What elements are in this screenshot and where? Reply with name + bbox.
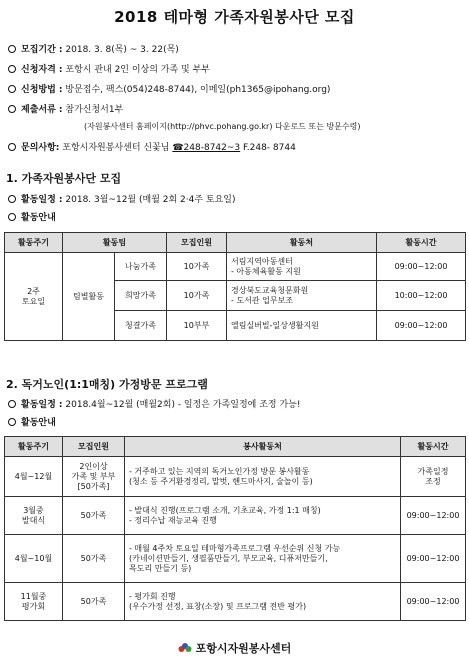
section2-heading: 2. 독거노인(1:1매칭) 가정방문 프로그램 <box>6 378 208 391</box>
time-cell: 가족일정 조정 <box>401 457 466 497</box>
table-row <box>5 497 466 535</box>
section2-guide: 활동안내 <box>8 415 56 428</box>
time-cell: 09:00~12:00 <box>377 253 466 281</box>
place-cell: 서림지역아동센터 - 아동체육활동 지원 <box>227 253 377 281</box>
info-period: 모집기간 : 2018. 3. 8(목) ~ 3. 22(목) <box>8 42 179 55</box>
team-cell: 희망가족 <box>115 281 167 311</box>
info-documents: 제출서류 : 참가신청서1부 <box>8 102 123 115</box>
table-row <box>5 535 466 583</box>
section1-schedule: 활동일정 : 2018. 3월~12월 (매월 2회 2·4주 토요일) <box>8 192 236 205</box>
info-method: 신청방법 : 방문접수, 팩스(054)248-8744), 이메일(ph1365@ipohang.org) <box>8 82 330 95</box>
bullet-circle-icon <box>8 143 16 151</box>
info-documents-note: (자원봉사센터 홈페이지(http://phvc.pohang.go.kr) 다운로드 또는 방문수령) <box>84 122 361 131</box>
header-cell: 활동시간 <box>377 233 466 253</box>
cycle-cell: 4월~10월 <box>5 535 63 583</box>
footer-logo <box>0 640 469 656</box>
section2-schedule: 활동일정 : 2018.4월~12월 (매월2회) - 일정은 가족일정에 조정 가능! <box>8 397 300 410</box>
count-cell: 50가족 <box>63 535 125 583</box>
time-cell: 09:00~12:00 <box>401 497 466 535</box>
page-title: 2018 테마형 가족자원봉사단 모집 <box>114 8 355 26</box>
cycle-cell: 2주 토요일 <box>5 253 63 341</box>
count-cell: 2인이상 가족 및 부부 [50가족] <box>63 457 125 497</box>
bullet-circle-icon <box>8 85 16 93</box>
info-contact: 문의사항: 포항시자원봉사센터 신꽃님 ☎248-8742~3 F.248- 8744 <box>8 140 296 153</box>
time-cell: 09:00~12:00 <box>401 535 466 583</box>
cycle-cell: 11월중 평가회 <box>5 583 63 621</box>
count-cell: 50가족 <box>63 497 125 535</box>
time-cell: 10:00~12:00 <box>377 281 466 311</box>
cycle-cell: 4월~12월 <box>5 457 63 497</box>
table-row <box>5 457 466 497</box>
header-cell: 활동팀 <box>63 233 167 253</box>
activity-cell: - 매월 4주차 토요일 테마형가족프로그램 우선순위 신청 가능 (카네이션만들기, 생필품만들기, 부모교육, 디퓨저만들기, 목도리 만들기 등) <box>125 535 401 583</box>
team-group-cell: 팀별활동 <box>63 253 115 341</box>
bullet-circle-icon <box>8 45 16 53</box>
header-cell: 활동시간 <box>401 437 466 457</box>
activity-cell: - 평가회 진행 (우수가정 선정, 표창(소장) 및 프로그램 전반 평가) <box>125 583 401 621</box>
time-cell: 09:00~12:00 <box>401 583 466 621</box>
cycle-cell: 3월중 발대식 <box>5 497 63 535</box>
header-cell: 활동주기 <box>5 437 63 457</box>
bullet-circle-icon <box>8 418 16 426</box>
bullet-circle-icon <box>8 65 16 73</box>
header-cell: 모집인원 <box>167 233 227 253</box>
team-cell: 청결가족 <box>115 311 167 341</box>
bullet-circle-icon <box>8 195 16 203</box>
bullet-circle-icon <box>8 105 16 113</box>
count-cell: 50가족 <box>63 583 125 621</box>
time-cell: 09:00~12:00 <box>377 311 466 341</box>
header-cell: 봉사활동처 <box>125 437 401 457</box>
place-cell: 엘림실버빌-일상생활지원 <box>227 311 377 341</box>
org-logo-icon <box>178 642 192 654</box>
info-qualification: 신청자격 : 포항시 관내 2인 이상의 가족 및 부부 <box>8 62 210 75</box>
activity-cell: - 발대식 진행(프로그램 소개, 기초교육, 가정 1:1 매칭) - 정리수납 재능교육 진행 <box>125 497 401 535</box>
footer-org-name: 포항시자원봉사센터 <box>195 642 292 655</box>
count-cell: 10가족 <box>167 281 227 311</box>
table-row <box>5 253 466 281</box>
section1-heading: 1. 가족자원봉사단 모집 <box>6 172 122 185</box>
section1-table <box>4 232 466 341</box>
table-header-row <box>5 233 466 253</box>
count-cell: 10가족 <box>167 253 227 281</box>
place-cell: 경상북도교육청문화원 - 도서관 업무보조 <box>227 281 377 311</box>
section1-guide: 활동안내 <box>8 210 56 223</box>
table-header-row <box>5 437 466 457</box>
bullet-circle-icon <box>8 400 16 408</box>
section2-table <box>4 436 466 621</box>
header-cell: 활동주기 <box>5 233 63 253</box>
table-row <box>5 583 466 621</box>
team-cell: 나눔가족 <box>115 253 167 281</box>
count-cell: 10부부 <box>167 311 227 341</box>
bullet-circle-icon <box>8 213 16 221</box>
activity-cell: - 거주하고 있는 지역의 독거노인가정 방문 봉사활동 (청소 등 주거환경정리, 말벗, 핸드마사지, 술놀이 등) <box>125 457 401 497</box>
header-cell: 활동처 <box>227 233 377 253</box>
header-cell: 모집인원 <box>63 437 125 457</box>
